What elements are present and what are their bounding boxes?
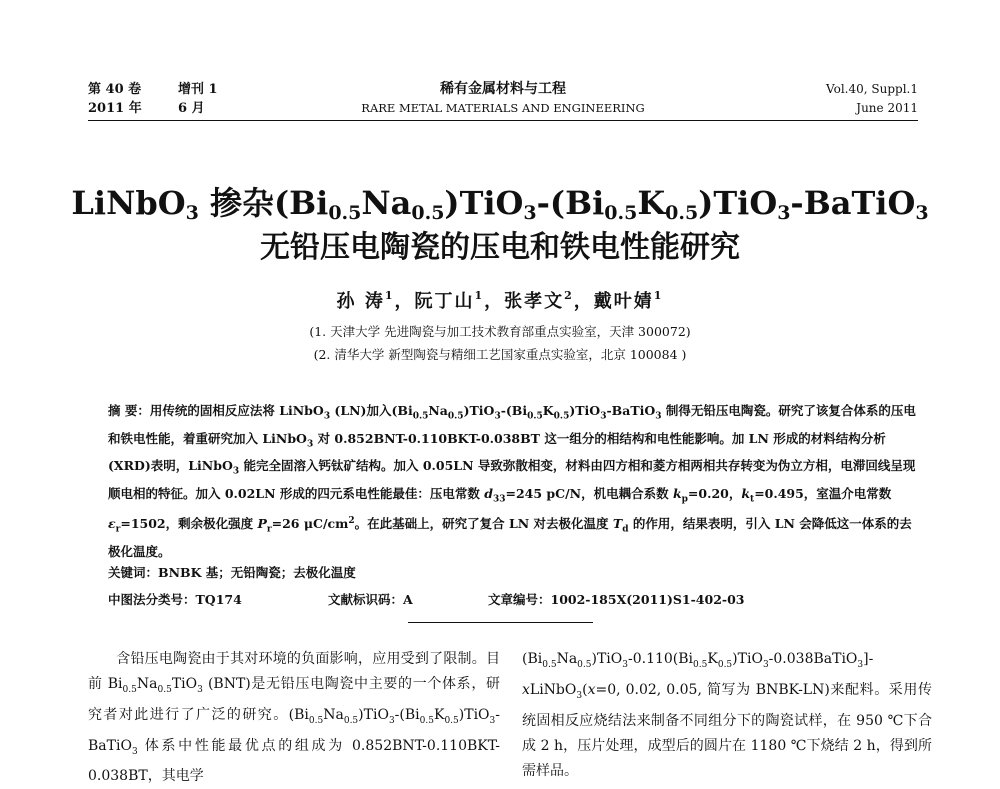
issue: 增刊 1 [178,82,218,97]
author-3-mark: 2 [564,289,574,302]
body-paragraph-2: $(Bi_{0.5}Na_{0.5})TiO_3-0.110(Bi_{0.5}K_{0.5})TiO_3-0.038BaTiO_3]-xLiNbO_3(x=0$, 0.02, 0.05, 简写为 BNBK-LN)来配料。采用传统固相反应烧结法来制备不同组分下的陶瓷试样，在 950 ℃下合成 2 h，压片处理，成型后的圆片在 1180 ℃下烧结 2 h，得到所需样品。 [522,651,932,779]
body-column-left [88,647,500,789]
classification-line [108,590,920,608]
date-en: June 2011 [856,101,918,115]
author-3: 张孝文 [504,291,565,312]
paper-title-line2: 无铅压电陶瓷的压电和铁电性能研究 [260,230,740,265]
abstract-text: 摘 要：用传统的固相反应法将 LiNbO$_3$ (LN)加入$(Bi_{0.5}Na_{0.5})TiO_3-(Bi_{0.5}K_{0.5})TiO_3-BaTiO_3$ 制得无铅压电陶瓷。研究了该复合体系的压电和铁电性能，着重研究加入 LiNbO$_3$ 对 0.852BNT-0.110BKT-0.038BT 这一组分的相结构和电性能影响。加 LN 形成的材料结构分析(XRD)表明，LiNbO$_3$ 能完全固溶入钙钛矿结构。加入 0.05LN 导致弥散相变，材料由四方相和菱方相两相共存转变为伪立方相，电滞回线呈现顺电相的特征。加入 0.02LN 形成的四元系电性能最佳：压电常数 $d_{33}=245$ pC/N，机电耦合系数 $k_p=0.20$，$k_t=0.495$，室温介电常数 $\varepsilon_r=1502$，剩余极化强度 $P_r=26$ $\mu C/cm^2$。在此基础上，研究了复合 LN 对去极化温度 $T_d$ 的作用，结果表明，引入 LN 会降低这一体系的去极化温度。 [108,403,916,559]
header-center [88,80,918,118]
section-divider [408,622,593,623]
affiliation-2: (2. 清华大学 新型陶瓷与精细工艺国家重点实验室，北京 100084 ) [313,347,687,362]
keywords-label: 关键词： [108,565,159,580]
author-list: 孙 涛$^1$，阮丁山$^1$，张孝文$^2$，戴叶婧$^1$ [336,289,664,312]
body-column-right [522,647,932,784]
author-4: 戴叶婧 [593,291,654,312]
author-2-mark: 1 [474,289,485,302]
volume: 第 40 卷 [88,82,142,97]
running-header [88,80,918,121]
document-code: 文献标识码：A [328,592,413,607]
journal-title-cn: 稀有金属材料与工程 [440,81,566,97]
keywords-text: BNBK 基；无铅陶瓷；去极化温度 [158,565,356,580]
author-4-mark: 1 [653,289,664,302]
volume-en: Vol.40, Suppl.1 [826,82,918,96]
clc-number: 中图法分类号：TQ174 [108,592,242,607]
abstract [108,400,920,563]
year: 2011 年 [88,101,142,116]
abstract-label: 摘 要： [108,403,150,418]
keywords [108,563,356,581]
author-1: 孙 涛 [336,291,385,312]
header-right [826,80,918,118]
body-paragraph-1: 含铅压电陶瓷由于其对环境的负面影响，应用受到了限制。目前 $Bi_{0.5}Na_{0.5}TiO_3$ (BNT)是无铅压电陶瓷中主要的一个体系，研究者对此进行了广泛的研究。$(Bi_{0.5}Na_{0.5})TiO_3-(Bi_{0.5}K_{0.5})TiO_3-BaTiO_3$ 体系中性能最优点的组成为 0.852BNT-0.110BKT-0.038BT，其电学 [88,651,501,785]
author-2: 阮丁山 [414,291,475,312]
month: 6 月 [178,101,205,116]
journal-title-en: RARE METAL MATERIALS AND ENGINEERING [361,101,645,115]
affiliation-1: (1. 天津大学 先进陶瓷与加工技术教育部重点实验室，天津 300072) [309,324,691,339]
paper-title-line1: LiNbO$_3$ 掺杂$(Bi_{0.5}Na_{0.5})TiO_3-(Bi_{0.5}K_{0.5})TiO_3-BaTiO_3$ [71,184,929,224]
author-1-mark: 1 [384,289,395,302]
article-number: 文章编号：1002-185X(2011)S1-402-03 [488,592,745,607]
